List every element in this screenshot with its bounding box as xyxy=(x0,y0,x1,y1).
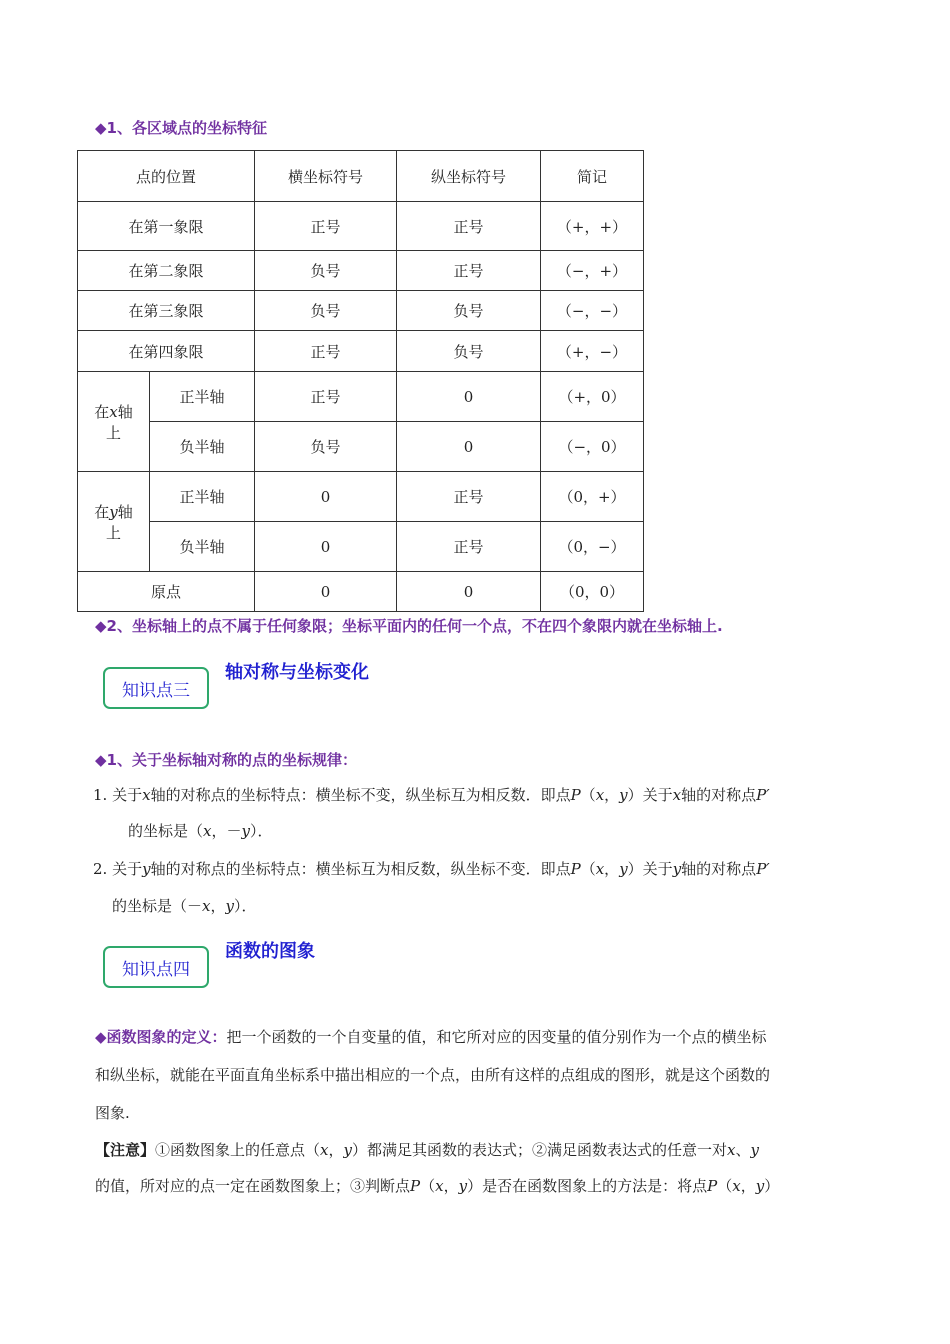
x-axis-label-post: 轴 xyxy=(117,402,133,421)
text-segment: ）关于 xyxy=(627,786,673,804)
math-var: y xyxy=(458,1177,468,1195)
math-var: x xyxy=(672,786,682,804)
kp4-note-line1 xyxy=(95,1132,759,1168)
text-segment: ）． xyxy=(233,897,257,915)
table-row xyxy=(78,291,644,331)
text-segment: 轴的对称点 xyxy=(681,786,757,804)
kp4-definition-line3: 图象. xyxy=(95,1104,130,1122)
math-var: x xyxy=(732,1177,741,1195)
kp3-badge: 知识点三 xyxy=(103,667,209,709)
note-cell: （+，−） xyxy=(541,331,644,372)
table-header-row xyxy=(78,151,644,202)
table-row xyxy=(78,522,644,572)
note-cell: （+，+） xyxy=(541,202,644,251)
x-axis-label-line2: 上 xyxy=(105,423,121,442)
text-segment: ， xyxy=(740,1177,756,1195)
math-var: y xyxy=(619,786,628,804)
math-var: y xyxy=(225,897,234,915)
y-axis-var: y xyxy=(109,502,118,521)
table-row xyxy=(78,572,644,612)
math-var: x xyxy=(203,822,212,840)
math-var: P′ xyxy=(756,786,770,804)
text-segment: 的值，所对应的点一定在函数图象上；③判断点 xyxy=(95,1177,411,1195)
x-sign-cell: 0 xyxy=(255,472,397,522)
position-cell: 原点 xyxy=(78,572,255,612)
x-sign-cell: 0 xyxy=(255,522,397,572)
text-segment: 的坐标是（－ xyxy=(112,897,203,915)
note-cell: （0，0） xyxy=(541,572,644,612)
math-var: P xyxy=(410,1177,421,1195)
text-segment: 轴的对称点的坐标特点：横坐标不变，纵坐标互为相反数．即点 xyxy=(150,786,571,804)
definition-text: 把一个函数的一个自变量的值，和它所对应的因变量的值分别作为一个点的横坐标 xyxy=(226,1028,767,1046)
math-var: x xyxy=(727,1141,736,1159)
half-axis-cell: 负半轴 xyxy=(150,422,255,472)
math-var: x xyxy=(202,897,211,915)
kp4-note-line2 xyxy=(95,1168,779,1204)
text-segment: 1. 关于 xyxy=(93,786,143,804)
position-cell: 在第四象限 xyxy=(78,331,255,372)
text-segment: ，－ xyxy=(211,822,242,840)
text-segment: （ xyxy=(580,786,596,804)
half-axis-cell: 负半轴 xyxy=(150,522,255,572)
y-sign-cell: 正号 xyxy=(397,472,541,522)
note-cell: （−，0） xyxy=(541,422,644,472)
kp3-item1-line2 xyxy=(128,813,273,849)
math-var: P xyxy=(570,786,581,804)
kp4-badge: 知识点四 xyxy=(103,946,209,988)
y-sign-cell: 0 xyxy=(397,572,541,612)
text-segment: ， xyxy=(328,1141,344,1159)
text-segment: ）是否在函数图象上的方法是：将点 xyxy=(467,1177,708,1195)
text-segment: ） xyxy=(764,1177,780,1195)
text-segment: ， xyxy=(443,1177,459,1195)
text-segment: ）． xyxy=(249,822,273,840)
x-sign-cell: 正号 xyxy=(255,331,397,372)
note-label: 【注意】 xyxy=(95,1141,156,1159)
kp4-definition-line1 xyxy=(95,1019,767,1055)
text-segment: （ xyxy=(420,1177,436,1195)
table-row xyxy=(78,202,644,251)
coordinate-sign-table xyxy=(77,150,644,612)
text-segment: ， xyxy=(604,786,620,804)
math-var: P′ xyxy=(756,860,770,878)
text-segment: （ xyxy=(717,1177,733,1195)
x-sign-cell: 正号 xyxy=(255,202,397,251)
text-segment: 轴的对称点的坐标特点：横坐标互为相反数，纵坐标不变．即点 xyxy=(150,860,571,878)
math-var: x xyxy=(142,786,151,804)
text-segment: 、 xyxy=(735,1141,751,1159)
kp3-title: 轴对称与坐标变化 xyxy=(225,662,369,683)
y-axis-label-post: 轴 xyxy=(117,502,133,521)
y-sign-cell: 正号 xyxy=(397,522,541,572)
position-cell: 在第一象限 xyxy=(78,202,255,251)
y-sign-cell: 正号 xyxy=(397,202,541,251)
note-cell: （−，−） xyxy=(541,291,644,331)
kp3-item2-line1 xyxy=(93,851,770,887)
math-var: x xyxy=(435,1177,444,1195)
table-row xyxy=(78,422,644,472)
text-segment: ）都满足其函数的表达式；②满足函数表达式的任意一对 xyxy=(352,1141,728,1159)
header-position: 点的位置 xyxy=(78,151,255,202)
math-var: P xyxy=(707,1177,718,1195)
table-row xyxy=(78,331,644,372)
y-sign-cell: 正号 xyxy=(397,251,541,291)
math-var: P xyxy=(570,860,581,878)
note-cell: （−，+） xyxy=(541,251,644,291)
x-sign-cell: 正号 xyxy=(255,372,397,422)
kp4-title: 函数的图象 xyxy=(225,941,315,962)
kp3-heading: ◆1、关于坐标轴对称的点的坐标规律： xyxy=(95,751,357,769)
math-var: y xyxy=(619,860,628,878)
half-axis-cell: 正半轴 xyxy=(150,472,255,522)
y-axis-label-line2: 上 xyxy=(105,523,121,542)
text-segment: 轴的对称点 xyxy=(681,860,757,878)
math-var: y xyxy=(142,860,151,878)
section1-heading: ◆1、各区域点的坐标特征 xyxy=(95,119,267,137)
table-row xyxy=(78,251,644,291)
text-segment: ①函数图象上的任意点（ xyxy=(155,1141,321,1159)
math-var: y xyxy=(755,1177,765,1195)
y-sign-cell: 0 xyxy=(397,372,541,422)
x-axis-label-pre: 在 xyxy=(94,402,110,421)
x-sign-cell: 0 xyxy=(255,572,397,612)
y-axis-label-pre: 在 xyxy=(94,502,110,521)
math-var: y xyxy=(750,1141,759,1159)
header-y-sign: 纵坐标符号 xyxy=(397,151,541,202)
y-sign-cell: 0 xyxy=(397,422,541,472)
position-cell: 在第三象限 xyxy=(78,291,255,331)
text-segment: 2. 关于 xyxy=(93,860,143,878)
table-row xyxy=(78,372,644,422)
y-axis-label-cell xyxy=(78,472,150,572)
math-var: y xyxy=(343,1141,352,1159)
math-var: y xyxy=(672,860,682,878)
math-var: y xyxy=(241,822,250,840)
text-segment: ， xyxy=(604,860,620,878)
kp4-definition-line2: 和纵坐标，就能在平面直角坐标系中描出相应的一个点，由所有这样的点组成的图形，就是这个函数的 xyxy=(95,1066,771,1084)
text-segment: ）关于 xyxy=(627,860,673,878)
y-sign-cell: 负号 xyxy=(397,291,541,331)
note-cell: （+，0） xyxy=(541,372,644,422)
math-var: x xyxy=(595,786,605,804)
x-axis-label-cell xyxy=(78,372,150,472)
text-segment: 的坐标是（ xyxy=(128,822,204,840)
x-sign-cell: 负号 xyxy=(255,422,397,472)
note-cell: （0，+） xyxy=(541,472,644,522)
definition-label: ◆函数图象的定义： xyxy=(95,1028,227,1046)
kp3-item1-line1 xyxy=(93,777,770,813)
half-axis-cell: 正半轴 xyxy=(150,372,255,422)
y-sign-cell: 负号 xyxy=(397,331,541,372)
position-cell: 在第二象限 xyxy=(78,251,255,291)
kp3-item2-line2 xyxy=(112,888,257,924)
x-sign-cell: 负号 xyxy=(255,291,397,331)
section2-heading: ◆2、坐标轴上的点不属于任何象限；坐标平面内的任何一个点，不在四个象限内就在坐标轴上. xyxy=(95,617,723,635)
table-row xyxy=(78,472,644,522)
header-x-sign: 横坐标符号 xyxy=(255,151,397,202)
text-segment: ， xyxy=(210,897,226,915)
math-var: x xyxy=(320,1141,329,1159)
note-cell: （0，−） xyxy=(541,522,644,572)
x-axis-var: x xyxy=(109,402,118,421)
header-note: 简记 xyxy=(541,151,644,202)
math-var: x xyxy=(595,860,605,878)
x-sign-cell: 负号 xyxy=(255,251,397,291)
text-segment: （ xyxy=(580,860,596,878)
